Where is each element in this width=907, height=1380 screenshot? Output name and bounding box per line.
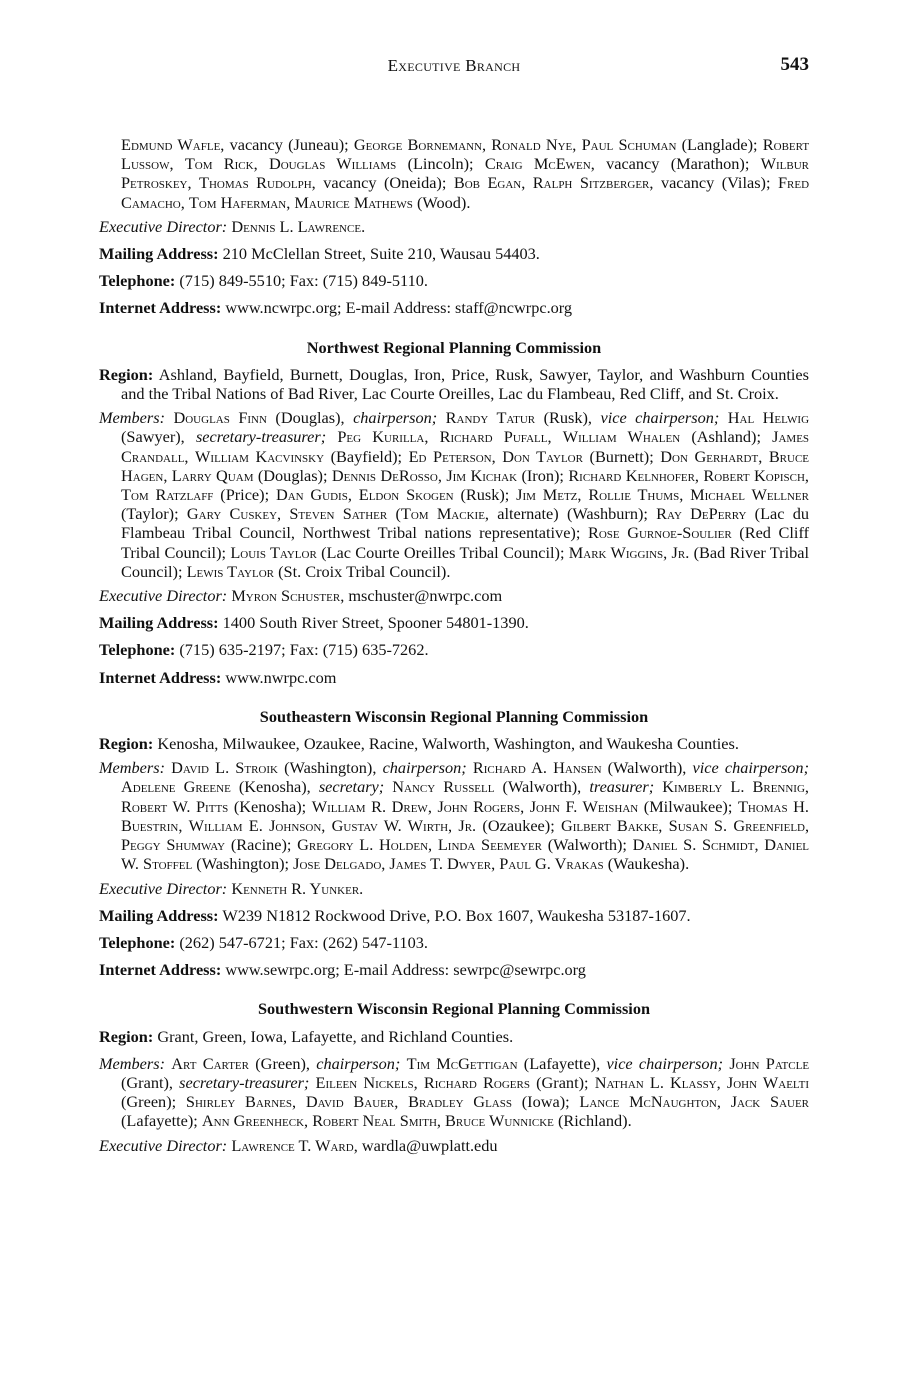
text-run: (Rusk); xyxy=(453,485,517,505)
text-run: , vacancy (Marathon); xyxy=(590,154,761,174)
member-name: Robert Neal Smith xyxy=(312,1111,437,1131)
member-name: Bradley Glass xyxy=(408,1092,512,1112)
member-name: Edmund Wafle xyxy=(121,135,221,154)
text-run: (Bayfield); xyxy=(324,446,409,466)
member-name: Jim Kichak xyxy=(446,465,518,485)
text-run: , xyxy=(381,854,390,874)
text-run: (Green); xyxy=(121,1092,186,1112)
member-name: Bob Egan xyxy=(453,173,522,193)
internet-address-line xyxy=(99,668,809,687)
text-run: (Wood). xyxy=(412,192,471,212)
member-name: Dan Gudis xyxy=(275,485,348,505)
region-value: Ashland, Bayfield, Burnett, Douglas, Iron, Price, Rusk, Sawyer, Taylor, and Washburn Counties and the Tribal Nations of Bad River, Lac Courte Oreilles, Lac du Flambeau, Red Cliff, and St. Croix. xyxy=(121,364,809,404)
telephone-label: Telephone: xyxy=(99,932,176,952)
member-name: Daniel S. Schmidt xyxy=(632,835,755,855)
text-run: , xyxy=(163,465,172,485)
member-name: Lance McNaughton xyxy=(579,1092,717,1112)
text-run: (Lafayette); xyxy=(121,1111,202,1131)
internet-address-label: Internet Address: xyxy=(99,298,222,318)
text-run: , xyxy=(253,154,269,174)
member-name: Nathan L. Klassy xyxy=(594,1072,717,1092)
text-run: , xyxy=(428,835,438,855)
mailing-address-value: 1400 South River Street, Spooner 54801-1390. xyxy=(218,613,529,633)
internet-address-label: Internet Address: xyxy=(99,960,222,980)
text-run: , xyxy=(427,796,438,816)
executive-director-suffix: , mschuster@nwrpc.com xyxy=(340,586,503,606)
text-run: (Lac Courte Oreilles Tribal Council); xyxy=(316,542,569,562)
text-run: (Green), xyxy=(248,1053,317,1073)
member-name: George Bornemann xyxy=(353,135,482,154)
mailing-address-value: 210 McClellan Street, Suite 210, Wausau 54403. xyxy=(218,244,540,264)
role-text: vice chairperson; xyxy=(606,1053,730,1073)
text-run: (Racine); xyxy=(225,835,298,855)
member-name: Fred Camacho xyxy=(121,173,810,212)
region-label: Region: xyxy=(99,1026,154,1046)
executive-director-line xyxy=(99,1136,809,1155)
text-run: (Richland). xyxy=(553,1111,632,1131)
section-sewrpc xyxy=(99,707,809,979)
member-name: Larry Quam xyxy=(171,465,254,485)
text-run: , xyxy=(394,1092,409,1112)
text-run: (St. Croix Tribal Council). xyxy=(274,561,451,581)
member-name: Don Gerhardt xyxy=(660,446,759,466)
text-run: , vacancy (Vilas); xyxy=(649,173,778,193)
member-name: Ralph Sitzberger xyxy=(532,173,650,193)
text-run: (Douglas); xyxy=(253,465,332,485)
internet-address-line xyxy=(99,298,809,317)
role-text: secretary; xyxy=(318,777,393,797)
member-name: Randy Tatur xyxy=(445,408,536,428)
member-name: Gary Cuskey xyxy=(186,504,278,524)
executive-director-line xyxy=(99,879,809,898)
members-paragraph xyxy=(99,1054,809,1131)
text-run: , xyxy=(184,446,196,466)
member-name: James T. Dwyer xyxy=(389,854,492,874)
text-run: (Lac du Flambeau Tribal Council, Northwest Tribal nations representative); xyxy=(121,504,810,543)
member-name: Linda Seemeyer xyxy=(437,835,543,855)
member-name: Hal Helwig xyxy=(727,408,810,428)
text-run: , xyxy=(716,1072,727,1092)
executive-director-suffix: . xyxy=(361,216,366,236)
member-name: Ed Peterson xyxy=(408,446,492,466)
text-run: , vacancy (Juneau); xyxy=(220,135,354,154)
internet-address-line xyxy=(99,960,809,979)
text-run: , xyxy=(491,854,500,874)
text-run: (Kenosha); xyxy=(228,796,312,816)
text-run: , xyxy=(413,1072,424,1092)
text-run: , xyxy=(178,815,189,835)
page-number: 543 xyxy=(780,54,809,75)
mailing-address-line xyxy=(99,244,809,263)
member-name: Gilbert Bakke xyxy=(561,815,659,835)
telephone-value: (715) 635-2197; Fax: (715) 635-7262. xyxy=(175,640,429,660)
members-paragraph xyxy=(99,408,809,581)
executive-director-label: Executive Director: xyxy=(99,216,228,236)
region-paragraph xyxy=(99,365,809,403)
member-name: Jim Metz xyxy=(516,485,578,505)
text-run: , xyxy=(286,192,295,212)
region-paragraph xyxy=(99,734,809,753)
text-run: , xyxy=(180,192,189,212)
member-name: William Whalen xyxy=(562,427,681,447)
member-name: Don Taylor xyxy=(502,446,583,466)
member-name: James Crandall xyxy=(121,427,810,466)
text-run: (Rusk), xyxy=(535,408,601,428)
text-run: , xyxy=(437,465,447,485)
member-name: John Rogers xyxy=(437,796,521,816)
text-run: , xyxy=(520,796,530,816)
member-name: Daniel W. Stoffel xyxy=(121,835,810,874)
text-run: , xyxy=(521,173,533,193)
text-run: (Douglas), xyxy=(266,408,354,428)
text-run: , xyxy=(347,485,359,505)
text-run: , xyxy=(716,1092,731,1112)
member-name: Wilbur Petroskey xyxy=(121,154,810,193)
text-run: , xyxy=(804,815,810,835)
member-name: Robert Lussow xyxy=(121,135,810,174)
text-run: , xyxy=(754,835,765,855)
text-run: (Walworth), xyxy=(494,777,590,797)
member-name: Paul G. Vrakas xyxy=(499,854,604,874)
member-name: Maurice Mathews xyxy=(294,192,413,212)
section-swwrpc xyxy=(99,999,809,1154)
member-name: Richard A. Hansen xyxy=(472,758,602,778)
role-text: treasurer; xyxy=(589,777,663,797)
text-run: (Red Cliff Tribal Council); xyxy=(121,523,809,562)
member-name: Douglas Finn xyxy=(173,408,267,428)
member-name: Peg Kurilla xyxy=(337,427,425,447)
text-run: , alternate) (Washburn); xyxy=(484,504,657,524)
executive-director-line xyxy=(99,217,809,236)
member-name: Tim McGettigan xyxy=(406,1053,518,1073)
executive-director-name: Dennis L. Lawrence xyxy=(231,216,362,236)
telephone-label: Telephone: xyxy=(99,640,176,660)
text-run: (Lafayette), xyxy=(517,1053,607,1073)
text-run: (Washington), xyxy=(277,758,383,778)
executive-director-label: Executive Director: xyxy=(99,586,228,606)
telephone-line xyxy=(99,271,809,290)
text-run: (Grant), xyxy=(121,1072,180,1092)
member-name: Mark Wiggins, Jr. xyxy=(568,542,690,562)
mailing-address-label: Mailing Address: xyxy=(99,613,219,633)
member-name: Peggy Shumway xyxy=(121,835,226,855)
member-name: Tom Rick xyxy=(184,154,254,174)
executive-director-suffix: , wardla@uwplatt.edu xyxy=(353,1135,498,1155)
member-name: William Kacvinsky xyxy=(195,446,325,466)
member-name: Ann Greenheck xyxy=(201,1111,305,1131)
text-run: , xyxy=(547,427,563,447)
member-name: Douglas Williams xyxy=(268,154,397,174)
member-name: Lewis Taylor xyxy=(186,561,275,581)
text-run: , xyxy=(187,173,200,193)
role-text: Members: xyxy=(99,408,174,428)
text-run: (Kenosha), xyxy=(230,777,319,797)
section-title: Southwestern Wisconsin Regional Planning Commission xyxy=(257,999,651,1019)
text-run: (Bad River Tribal Council); xyxy=(121,542,809,581)
text-run: (Washington); xyxy=(192,854,294,874)
text-run: (Iron); xyxy=(517,465,569,485)
text-run: , xyxy=(424,427,440,447)
member-name: Rollie Thums xyxy=(588,485,680,505)
role-text: Members: xyxy=(99,1053,172,1073)
text-run: , xyxy=(436,1111,446,1131)
mailing-address-label: Mailing Address: xyxy=(99,905,219,925)
member-name: Richard Pufall xyxy=(439,427,548,447)
section-title: Northwest Regional Planning Commission xyxy=(306,337,602,357)
internet-address-label: Internet Address: xyxy=(99,667,222,687)
member-name: Bruce Wunnicke xyxy=(445,1111,554,1131)
text-run: (Burnett); xyxy=(582,446,661,466)
page-content xyxy=(99,135,809,1163)
internet-address-value: www.sewrpc.org; E-mail Address: sewrpc@sewrpc.org xyxy=(221,960,586,980)
member-name: Nancy Russell xyxy=(392,777,495,797)
text-run: , xyxy=(694,465,704,485)
member-name: David L. Stroik xyxy=(171,758,278,778)
member-name: Craig McEwen xyxy=(484,154,591,174)
member-name: Eldon Skogen xyxy=(358,485,454,505)
text-run: , xyxy=(321,815,332,835)
member-name: John F. Weishan xyxy=(529,796,639,816)
section-nwrpc xyxy=(99,338,809,687)
member-name: Robert W. Pitts xyxy=(121,796,229,816)
member-name: Jack Sauer xyxy=(730,1092,810,1112)
text-run: , xyxy=(481,135,492,154)
mailing-address-label: Mailing Address: xyxy=(99,244,219,264)
text-run: , xyxy=(577,485,589,505)
member-name: Thomas Rudolph xyxy=(199,173,312,193)
member-name: William E. Johnson xyxy=(188,815,322,835)
executive-director-line xyxy=(99,586,809,605)
telephone-value: (262) 547-6721; Fax: (262) 547-1103. xyxy=(175,932,428,952)
telephone-line xyxy=(99,933,809,952)
region-label: Region: xyxy=(99,734,154,754)
text-run: (Walworth); xyxy=(542,835,633,855)
text-run: , xyxy=(291,1092,306,1112)
section-ncwrpc xyxy=(99,135,809,318)
member-name: Ronald Nye xyxy=(491,135,573,154)
text-run: (Sawyer), xyxy=(121,427,196,447)
text-run: , xyxy=(758,446,769,466)
text-run: (Grant); xyxy=(529,1072,595,1092)
role-text: vice chairperson; xyxy=(600,408,728,428)
telephone-label: Telephone: xyxy=(99,271,176,291)
role-text: secretary-treasurer; xyxy=(179,1072,316,1092)
executive-director-name: Lawrence T. Ward xyxy=(231,1135,354,1155)
role-text: vice chairperson; xyxy=(692,758,809,778)
member-name: Louis Taylor xyxy=(230,542,317,562)
text-run: , xyxy=(169,154,185,174)
member-name: Shirley Barnes xyxy=(185,1092,292,1112)
text-run: , xyxy=(804,777,809,797)
member-name: Steven Sather xyxy=(289,504,388,524)
text-run: , vacancy (Oneida); xyxy=(311,173,454,193)
member-name: Tom Haferman xyxy=(188,192,287,212)
text-run: (Walworth), xyxy=(601,758,693,778)
member-name: Robert Kopisch xyxy=(703,465,805,485)
running-head-title: Executive Branch xyxy=(387,56,521,75)
internet-address-value: www.nwrpc.com xyxy=(221,667,337,687)
region-value: Kenosha, Milwaukee, Ozaukee, Racine, Walworth, Washington, and Waukesha Counties. xyxy=(153,734,739,754)
member-name: Eileen Nickels xyxy=(315,1072,414,1092)
member-name: Jose Delgado xyxy=(293,854,382,874)
text-run: (Langlade); xyxy=(676,135,763,154)
role-text: Members: xyxy=(99,758,172,778)
member-name: Bruce Hagen xyxy=(121,446,810,485)
members-continued xyxy=(99,135,809,212)
executive-director-label: Executive Director: xyxy=(99,1135,228,1155)
region-label: Region: xyxy=(99,364,154,384)
text-run: ( xyxy=(387,504,401,524)
text-run: (Waukesha). xyxy=(603,854,690,874)
member-name: Art Carter xyxy=(171,1053,249,1073)
text-run: (Milwaukee); xyxy=(638,796,738,816)
text-run: (Price); xyxy=(213,485,276,505)
member-name: Richard Rogers xyxy=(423,1072,530,1092)
member-name: John Waelti xyxy=(726,1072,810,1092)
role-text: chairperson; xyxy=(353,408,446,428)
member-name: Tom Ratzlaff xyxy=(121,485,214,505)
role-text: chairperson; xyxy=(316,1053,407,1073)
member-name: Gustav W. Wirth, Jr. xyxy=(331,815,477,835)
text-run: (Lincoln); xyxy=(396,154,485,174)
member-name: Adelene Greene xyxy=(121,777,231,797)
member-name: Dennis DeRosso xyxy=(331,465,438,485)
text-run: , xyxy=(658,815,669,835)
text-run: (Iowa); xyxy=(511,1092,580,1112)
text-run: , xyxy=(804,465,809,485)
region-value: Grant, Green, Iowa, Lafayette, and Richland Counties. xyxy=(153,1026,514,1046)
text-run: , xyxy=(277,504,290,524)
telephone-value: (715) 849-5510; Fax: (715) 849-5110. xyxy=(175,271,428,291)
mailing-address-line xyxy=(99,613,809,632)
text-run: (Ozaukee); xyxy=(476,815,562,835)
executive-director-name: Myron Schuster xyxy=(231,586,341,606)
role-text: chairperson; xyxy=(382,758,473,778)
member-name: Tom Mackie xyxy=(400,504,485,524)
member-name: Kimberly L. Brennig xyxy=(662,777,805,797)
text-run: , xyxy=(491,446,503,466)
role-text: secretary-treasurer; xyxy=(195,427,338,447)
member-name: Susan S. Greenfield xyxy=(668,815,805,835)
executive-director-label: Executive Director: xyxy=(99,878,228,898)
member-name: Ray DePerry xyxy=(656,504,747,524)
text-run: (Ashland); xyxy=(680,427,773,447)
member-name: John Patcle xyxy=(729,1053,810,1073)
mailing-address-value: W239 N1812 Rockwood Drive, P.O. Box 1607, Waukesha 53187-1607. xyxy=(218,905,691,925)
text-run: , xyxy=(679,485,691,505)
section-title: Southeastern Wisconsin Regional Planning Commission xyxy=(259,706,649,726)
members-paragraph xyxy=(99,758,809,873)
member-name: William R. Drew xyxy=(311,796,428,816)
member-name: Michael Wellner xyxy=(690,485,809,505)
text-run: (Taylor); xyxy=(121,504,187,524)
internet-address-value: www.ncwrpc.org; E-mail Address: staff@ncwrpc.org xyxy=(221,298,573,318)
executive-director-name: Kenneth R. Yunker xyxy=(231,878,360,898)
member-name: Rose Gurnoe-Soulier xyxy=(587,523,732,543)
member-name: David Bauer xyxy=(305,1092,395,1112)
executive-director-suffix: . xyxy=(359,878,364,898)
region-paragraph xyxy=(99,1027,809,1046)
telephone-line xyxy=(99,640,809,659)
running-head xyxy=(99,56,809,80)
text-run: , xyxy=(572,135,582,154)
member-name: Paul Schuman xyxy=(581,135,677,154)
member-name: Gregory L. Holden xyxy=(297,835,429,855)
member-name: Richard Kelnhofer xyxy=(568,465,695,485)
text-run: , xyxy=(304,1111,313,1131)
member-name: Thomas H. Buestrin xyxy=(121,796,809,835)
mailing-address-line xyxy=(99,906,809,925)
